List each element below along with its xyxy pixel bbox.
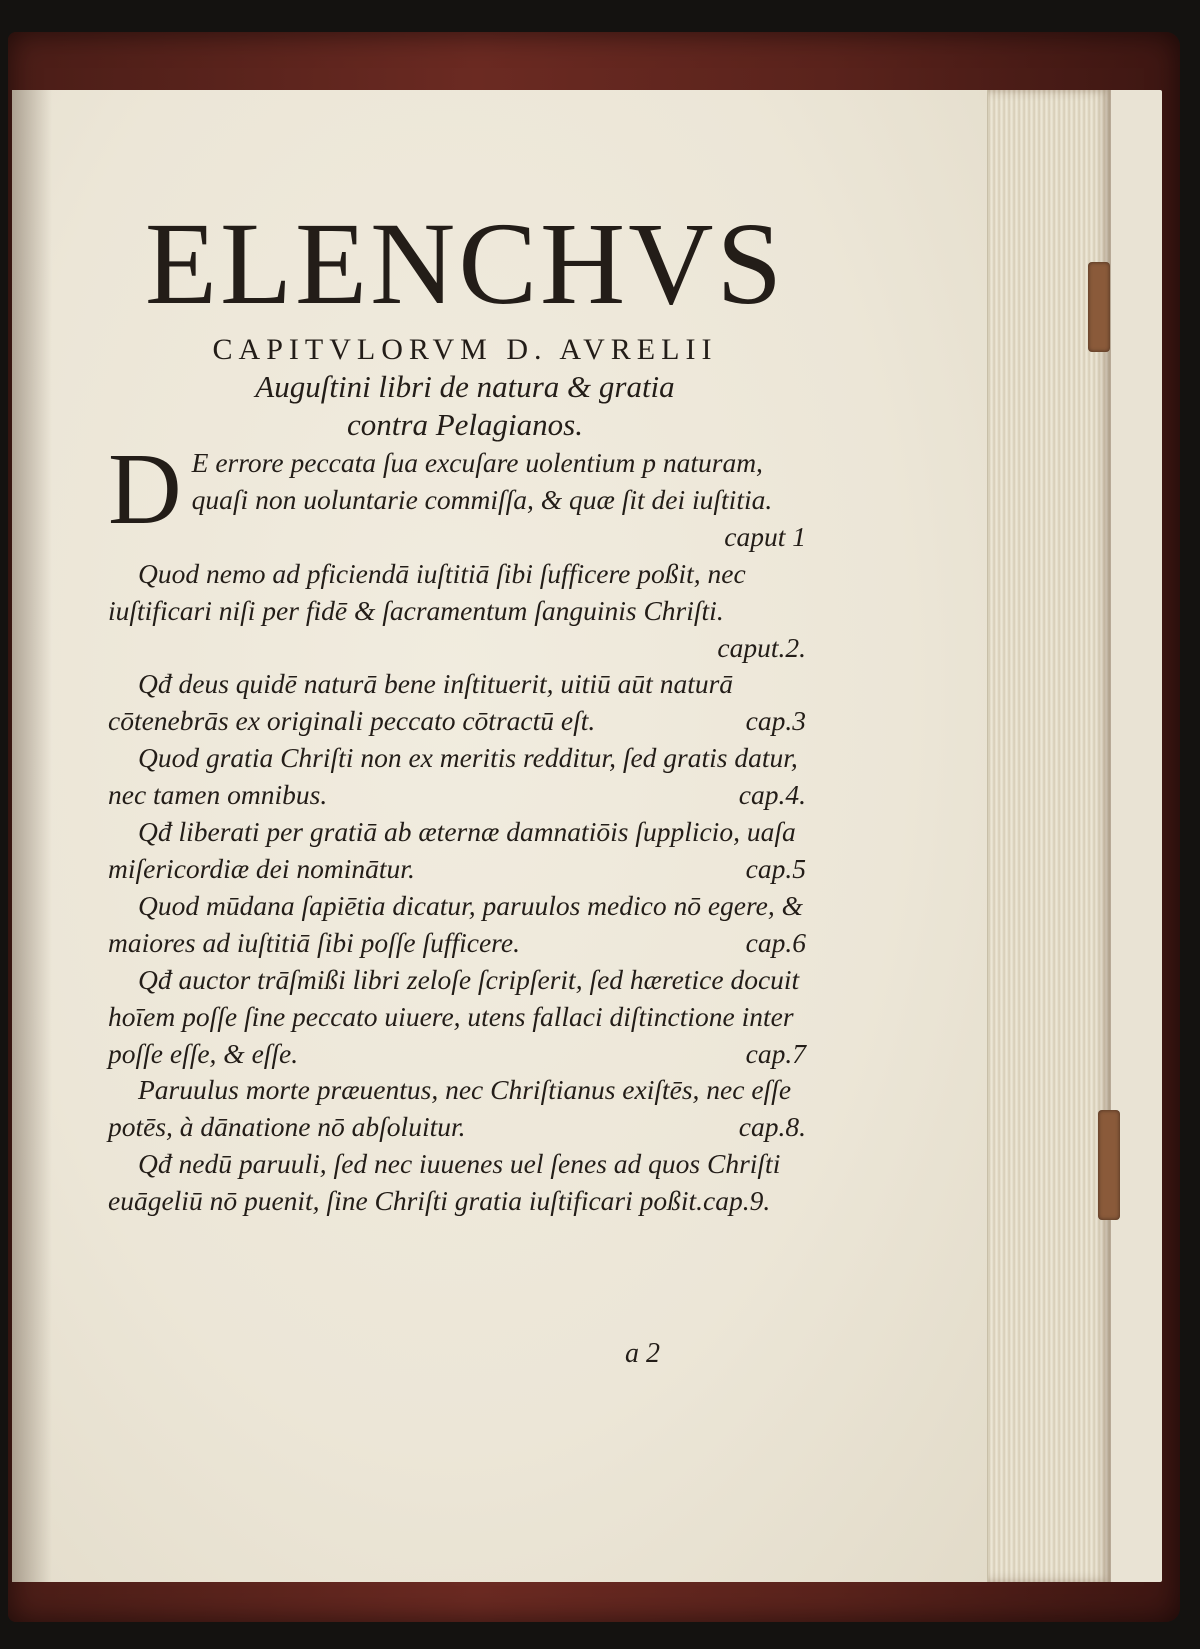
entry-text: Paruulus morte præuentus, nec Chriſtianus exiſtēs, nec eſſe potēs, à dānatione nō abſoluitur. [108,1074,792,1143]
entry-text: E errore peccata ſua excuſare uolentium p naturam, quaſi non uoluntarie commiſſa, & quæ ſit dei iuſtitia. [191,447,773,515]
page-subtitle: CAPITVLORVM D. AVRELII [212,333,718,366]
chapter-number: caput.2. [717,631,806,663]
chapter-list [108,433,806,1220]
spine-shadow [12,90,52,1582]
page-title: ELENCHVS [144,198,786,329]
chapter-entry [108,433,806,556]
entry-text: Quod gratia Chriſti non ex meritis redditur, ſed gratis datur, nec tamen omnibus. [108,742,798,811]
drop-cap: D [108,433,182,546]
chapter-entry [108,740,806,814]
chapter-entry [108,556,806,667]
chapter-number: cap.6 [745,926,806,958]
clasp-lower [1098,1110,1120,1220]
chapter-entry [108,962,806,1073]
chapter-number: cap.5 [745,852,806,884]
chapter-entry [108,1072,806,1146]
chapter-number: cap.7 [745,1037,806,1069]
page-subtitle-italic [110,368,820,444]
entry-text: Qđ auctor trāſmißi libri zeloſe ſcripſerit, ſed hæretice docuit hoīem poſſe ſine peccato uiuere, utens fallaci diſtinctione inter poſſe eſſe, & eſſe. [108,963,800,1069]
chapter-entry [108,666,806,740]
chapter-entry [108,814,806,888]
signature-mark: a 2 [625,1338,660,1369]
chapter-number: cap.4. [738,779,806,811]
entry-text: Qđ deus quidē naturā bene inſtituerit, uitiū aūt naturā cōtenebrās ex originali peccato cōtractū eſt. [108,668,734,737]
entry-text: Quod nemo ad pficiendā iuſtitiā ſibi ſufficere poßit, nec iuſtificari niſi per fidē & ſacramentum ſanguinis Chriſti. [108,557,746,626]
entry-text: Qđ nedū paruuli, ſed nec iuuenes uel ſenes ad quos Chriſti euāgeliū nō puenit, ſine Chriſti gratia iuſtificari poßit.cap.9. [108,1148,781,1217]
subtitle-line-3: contra Pelagianos. [347,407,583,442]
subtitle-line-2: Auguſtini libri de natura & gratia [255,369,675,404]
chapter-number: cap.8. [738,1111,806,1143]
entry-text: Qđ liberati per gratiā ab æternæ damnatiōis ſupplicio, uaſa miſericordiæ dei nominātur. [108,816,796,884]
chapter-entry [108,888,806,962]
chapter-number: cap.3 [745,705,806,737]
clasp-upper [1088,262,1110,352]
entry-text: Quod mūdana ſapiētia dicatur, paruulos medico nō egere, & maiores ad iuſtitiā ſibi poſſe ſufficere. [108,889,804,958]
chapter-entry [108,1146,806,1220]
chapter-number: caput 1 [724,520,806,552]
